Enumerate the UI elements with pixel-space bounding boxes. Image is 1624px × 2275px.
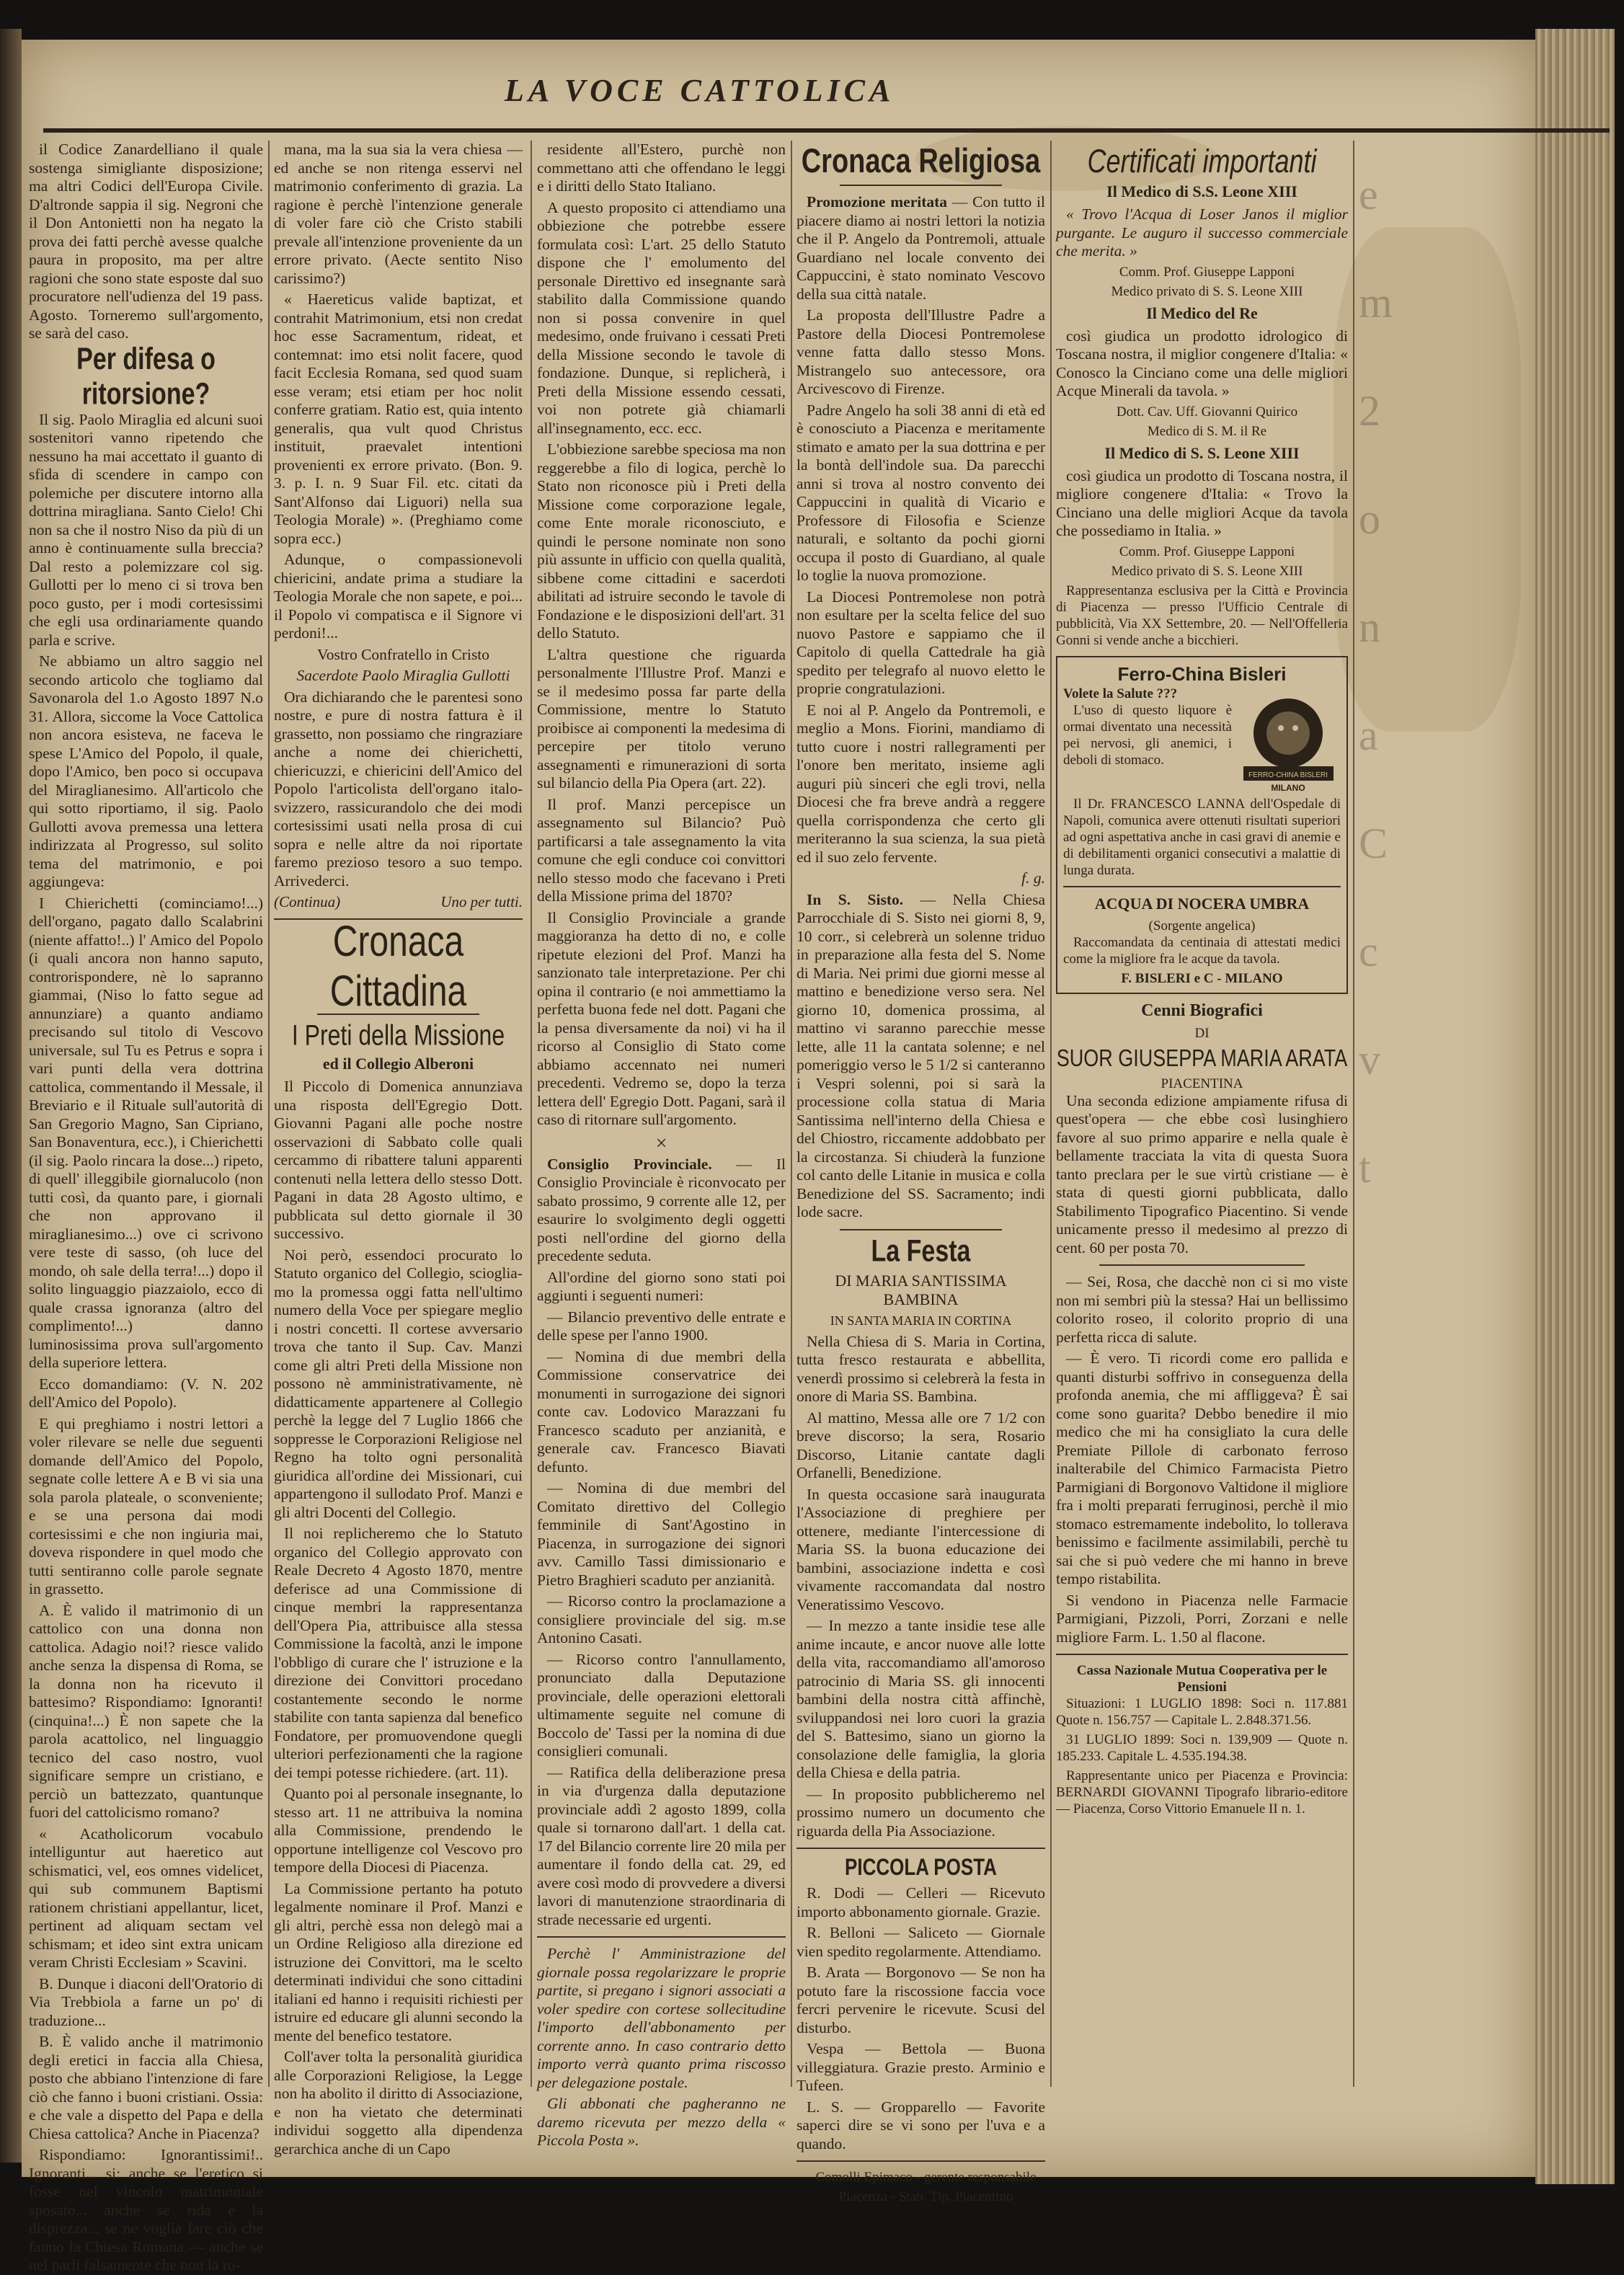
column-6-next-page-bleed [1359,141,1507,2087]
ad-subheading: Il Medico di S. S. Leone XIII [1104,443,1300,462]
column-rule [1353,141,1354,2087]
ad-text: « Trovo l'Acqua di Loser Janos il miglior purgante. Le auguro il successo commerciale che merita. » [1056,205,1348,260]
bleed-char: e [1359,171,1378,218]
logo-city-text: MILANO [1271,782,1305,793]
column-rule [531,141,532,2087]
ad-text: Si vendono in Piacenza nelle Farmacie Parmigiani, Pizzoli, Porri, Zorzani e nelle migliore Farm. L. 1.50 al flacone. [1056,1591,1348,1646]
author-initials: f. g. [1021,869,1045,887]
ad-signature: Dott. Cav. Uff. Giovanni Quirico [1116,404,1298,420]
article-text: La Commissione pertanto ha potuto legalmente nominare il Prof. Manzi e gli altri, perchè essa non delegò mai a un Ordine Religioso alla direzione ed istruzione dei Convittori, ma le scelto determinati individui che sono cittadini italiani ed hanno i requisiti richiesti per istruire ed educare gli alunni secondo la mente del benefico testatore. [274,1879,523,2044]
section-heading: Cronaca Cittadina [329,918,467,1016]
item-heading: Consiglio Provinciale. [547,1155,712,1173]
article-text: — Ricorso contro l'annullamento, pronunciato dalla Deputazione provinciale, delle operazioni elettorali ultimamente seguite nel comune di Boccolo de' Tassi per la nomina di due consiglieri comunali. [537,1650,786,1760]
lion-logo-icon [1236,688,1341,793]
article-subtitle: ed il Collegio Alberoni [322,1055,474,1073]
admin-notice: Gli abbonati che pagheranno ne daremo ricevuta per mezzo della « Piccola Posta ». [537,2095,786,2149]
article-text: Ne abbiamo un altro saggio nel secondo articolo che togliamo dal Savonarola del 1.o Agosto 1897 N.o 31. Allora, siccome la Voce Cattolica non ancora esisteva, ne faceva le spese L'Amico del Popolo, il quale, dopo l'Amico, ben poco si occupava del Miraglianesimo. All'articolo che qui sotto riportiamo, il sig. Paolo Gullotti avova premessa una lettera indirizzata al Progresso, sul solito tema del matrimonio, e poi aggiungeva: [29,652,263,890]
article-text: « Acatholicorum vocabulo intelliguntur aut haeretico aut schismatici, vel, eos omnes videlicet, qui sub communem Baptismi rationem christiani appellantur, licet, pertinent ad aliquam sectam vel schismam; et ideo sint extra unicam veram Christi Ecclesiam » Scavini. [29,1824,263,1971]
article-text: — In proposito pubblicheremo nel prossimo numero un documento che riguarda della Pia Associazione. [797,1785,1045,1840]
article-subtitle: DI MARIA SANTISSIMA BAMBINA [835,1271,1007,1308]
column-1 [29,141,263,2274]
bleed-char: a [1359,711,1378,759]
bio-name: SUOR GIUSEPPA MARIA ARATA [1056,1044,1348,1072]
imprint-editor: Comolli Epimaco - gerente responsabile [815,2170,1037,2185]
ad-subheading: Il Medico di S.S. Leone XIII [1106,182,1297,200]
bio-di: DI [1194,1025,1210,1041]
article-text: Il sig. Paolo Miraglia ed alcuni suoi sostenitori vanno ripetendo che nessuno ha mai accettato il guanto di sfida di scendere in campo con polemiche per discutere intorno alla dottrina miragliana. Santo Cielo! Chi non sa che il nostro Niso da più di un anno è continuamente sulla breccia? Dal resto a polemizzare col sig. Gullotti per lo meno ci si trova ben poco gusto, per i modi cortesissimi che egli usa ordinariamente quando parla e scrive. [29,410,263,649]
article-text: Ecco domandiamo: (V. N. 202 dell'Amico del Popolo). [29,1375,263,1411]
ad-slogan: Volete la Salute ??? [1063,686,1178,701]
section-heading: Per difesa o ritorsione? [76,341,216,411]
ad-signature-title: Medico privato di S. S. Leone XIII [1111,283,1303,299]
ad-title: Ferro-China Bisleri [1117,662,1287,685]
ad-text: Il Dr. FRANCESCO LANNA dell'Ospedale di Napoli, comunica avere ottenuti risultati superiori ad ogni aspettativa anche in casi gravi di anemie e di debilitamenti organici consecutivi a malattie di lunga durata. [1063,796,1341,878]
ad-text: così giudica un prodotto idrologico di Toscana nostra, il miglior congenere d'Italia: « Conosco la Cinciano come una delle migliori Acque Minerali da tavola. » [1056,327,1348,399]
divider [840,185,1002,186]
admin-notice: Perchè l' Amministrazione del giornale possa regolarizzare le proprie partite, si pregano i signori associati a voler spedire con cortese sollecitudine l'importo dell'abbonamento per corrente anno. In caso contrario detto importo verrà quanto prima riscosso per delegazione postale. [537,1945,786,2091]
article-text: L'altra questione che riguarda personalmente l'Illustre Prof. Manzi e se il medesimo possa far parte della Commissione, mentre lo Statuto proibisce ai componenti la medesima di percepire per titolo veruno assegnamenti e rimunerazioni di sorta sul bilancio della Pia Opera (art. 22). [537,645,786,791]
article-text: In questa occasione sarà inaugurata l'Associazione di preghiere per ottenere, mediante l'intercessione di Maria SS. la buona educazione dei bambini, associazione indetta e così vivamente raccomandata dal nostro Veneratissimo Vescovo. [797,1485,1045,1613]
ad-text: Situazioni: 1 LUGLIO 1898: Soci n. 117.881 Quote n. 156.757 — Capitale L. 2.848.371.56. [1056,1696,1348,1728]
book-page-edges [1535,29,1615,2184]
article-text: Noi però, essendoci procurato lo Statuto organico del Collegio, scioglia-mo la promessa oggi fatta nell'ultimo numero della Voce per spiegare meglio i nostri concetti. Il cortese avversario trova che tanto il Sup. Cav. Manzi come gli altri Preti della Missione non possono nè amministrativamente, nè didatticamente appartenere al Collegio perchè la legge del 7 Luglio 1866 che soppresse le Corporazioni Religiose nel Regno ha tolto ogni personalità giuridica all'ordine dei Missionari, cui appartengono il sullodato Prof. Manzi e gli altri Docenti del Collegio. [274,1246,523,1521]
signature: Sacerdote Paolo Miraglia Gullotti [296,667,510,684]
masthead-rule [43,128,1610,133]
ad-subheading: Il Medico del Re [1146,303,1258,322]
imprint-printer: Piacenza - Stab. Tip. Piacentino [838,2189,1013,2204]
article-text: I Chierichetti (cominciamo!...) dell'organo, pagato dallo Scalabrini (niente affatto!..) l' Amico del Popolo (i quali ancora non hanno saputo, controrispondere, nè lo sapranno giammai, (Niso lo fatto segue ad annunziare) a quanto andiamo precisando sul titolo di Vescovo universale, sul Tu es Petrus e sopra i vari punti della vera dottrina cattolica, commentando il Messale, il Breviario e il Rituale sull'autorità di San Gregorio Magno, San Cipriano, San Bonaventura, ecc.), i Chierichetti (il sig. Paolo rincara la dose...) ripeto, di quell' illeggibile giornalucolo (non tutti così, da quanto pare, i giornali che non approvano il miraglianesimo...) ove ci scrivono vere teste di sasso, (oh luce del mondo, oh sale della terra!...) dopo il solito linguaggio piazzaiolo, ecco di quale crassa ignoranza (altro del complimento!...) danno luminosissima prova sull'argomento della superiore lettera. [29,894,263,1371]
article-text: Al mattino, Messa alle ore 7 1/2 con breve discorso; la sera, Rosario Discorso, Litanie cantate dagli Orfanelli, Benedizione. [797,1409,1045,1481]
divider [537,1936,786,1938]
logo-banner-text: FERRO-CHINA BISLERI [1248,771,1328,779]
bleed-char: n [1359,603,1380,651]
ad-text: L'uso di questo liquore è ormai diventato una necessità pei nervosi, gli anemici, i deboli di stomaco. [1063,702,1232,768]
item-heading: In S. Sisto. [807,890,904,908]
column-4 [797,141,1045,2204]
article-text: E noi al P. Angelo da Pontremoli, e meglio a Mons. Fiorini, mandiamo di tutto cuore i nostri rallegramenti per l'onore ben meritato, insieme agli auguri più sinceri che egli trovi, nella Diocesi che fra breve andrà a reggere quella corrispondenza che certo gli meriteranno la sua scienza, la sua pietà ed il suo zelo fervente. [797,701,1045,866]
column-rule [268,141,270,2087]
column-3 [537,141,786,2149]
letters-item: Vespa — Bettola — Buona villeggiatura. Grazie presto. Arminio e Tufeen. [797,2040,1045,2094]
ad-representative: Rappresentanza esclusiva per la Città e Provincia di Piacenza — presso l'Ufficio Centrale di pubblicità, Via XX Settembre, 20. — Nell'Offelleria Gonni si vende anche a bicchieri. [1056,582,1348,648]
article-text: residente all'Estero, purchè non commettano atti che offendano le leggi e i diritti dello Stato Italiano. [537,141,786,195]
divider [1056,1654,1348,1655]
bio-place: PIACENTINA [1161,1076,1243,1091]
ad-text: — È vero. Ti ricordi come ero pallida e quanti disturbi soffrivo in conseguenza della profonda anemia, che mi affliggeva? È sai come sono guarita? Debbo benedire il mio medico che mi ha consigliato la cura delle Premiate Pillole di carbonato ferroso inalterabile del Chimico Farmacista Pietro Parmigiani di Borgonovo Valtidone il migliore fra i molti preparati ferruginosi, perchè il mio stomaco estremamente indebolito, lo tollerava benissimo e facilmente assimilabili, perchè tu sai che si può vedere che mi hanno in breve tempo ristabilita. [1056,1349,1348,1587]
letters-item: R. Dodi — Celleri — Ricevuto importo abbonamento giornale. Grazie. [797,1884,1045,1920]
bleed-char: v [1359,1036,1380,1083]
article-text: B. Dunque i diaconi dell'Oratorio di Via Trebbiola a farne un po' di traduzione... [29,1974,263,2029]
ad-text: Una seconda edizione ampiamente rifusa di quest'opera — che ebbe così lusinghiero favore al suo primo apparire e nella quale è bellamente tracciata la vita di questa Suora tanto preclara per le sue virtù cristiane — è stata di questi giorni pubblicata, dallo Stabilimento Tipografico Piacentino. Si vende unicamente presso il medesimo al prezzo di cent. 60 per posta 70. [1056,1091,1348,1256]
ferro-china-ad [1056,656,1348,994]
article-text: Padre Angelo ha soli 38 anni di età ed è conosciuto a Piacenza e meritamente stimato e amato per la sua dottrina e per la bontà dell'indole sua. Da parecchi anni si trova al nostro convento dei Cappuccini in qualità di Vicario e Professore di Filosofia e Scienze naturali, e soltanto da pochi giorni occupa il posto di Guardiano, al quale lo toglie la nuova promozione. [797,401,1045,584]
article-text: Adunque, o compassionevoli chiericini, andate prima a studiare la Teologia Morale che non sapete, e poi... il Popolo vi compatisca e il Signore vi perdoni!... [274,551,523,642]
bleed-char: t [1359,1144,1371,1192]
bleed-char: C [1359,820,1388,867]
bleed-char: m [1359,279,1393,327]
author-signature: Uno per tutti. [440,893,523,910]
article-text: Coll'aver tolta la personalità giuridica alle Corporazioni Religiose, la Legge non ha abolito il diritto di Associazione, e non ha vietato che determinati individui soggetto alla dipendenza gerarchica anche di un Capo [274,2048,523,2158]
section-heading: Cenni Biografici [1141,1001,1263,1020]
ad-signature: Comm. Prof. Giuseppe Lapponi [1119,544,1295,559]
divider [840,1229,1002,1230]
ad-text: 31 LUGLIO 1899: Soci n. 139,909 — Quote n. 185.233. Capitale L. 4.535.194.38. [1056,1732,1348,1764]
article-text: La Diocesi Pontremolese non potrà non esultare per la scelta felice del suo nuovo Pastore e sappiamo che il Capitolo di quella Cattedrale ha già spedito per telegrafo al nuovo eletto le proprie congratulazioni. [797,587,1045,697]
ad-text: — Sei, Rosa, che dacchè non ci si mo viste non mi sembri più la stessa? Hai un bellissimo colorito roseo, il colorito proprio di una perfetta ricca di salute. [1056,1273,1348,1346]
column-5-advertisements [1056,141,1348,2087]
divider [797,2160,1045,2162]
section-mark: × [655,1132,667,1155]
article-text: La proposta dell'Illustre Padre a Pastore della Diocesi Pontremolese venne fatta dallo stesso Mons. Mistrangelo suo antecessore, ora Arcivescovo di Firenze. [797,306,1045,397]
ad-title: ACQUA DI NOCERA UMBRA [1094,894,1310,913]
divider [1099,1264,1305,1266]
ad-signature: F. BISLERI e C - MILANO [1121,970,1283,986]
article-text: Rispondiamo: Ignorantissimi!.. Ignoranti... si: anche se l'eretico si fosse nel vincolo matrimoniale sposato... anche se rida e la disprezza... se ne voglia fare ciò che fanno la Chiesa Romana — anche se nel parli falsamente che non la ro- [29,2146,263,2274]
letters-item: L. S. — Gropparello — Favorite saperci dire se vi sono per l'uva e a quando. [797,2098,1045,2152]
bleed-char: o [1359,495,1380,543]
item-text: — Con tutto il piacere diamo ai nostri lettori la notizia che il P. Angelo da Pontremoli, attuale Guardiano nel locale convento dei Cappuccini, è stato nominato Vescovo della sua città natale. [797,193,1045,303]
article-title: La Festa [871,1233,971,1269]
article-text: E qui preghiamo i nostri lettori a voler rilevare se nelle due seguenti domande dell'Amico del Popolo, segnate colle lettere A e B vi sia una sola parola plateale, o sconveniente; e se una persona dai modi cortesissimi e che non ingiuria mai, doveva rispondere in quel modo che tutti sentiranno colle parole segnate in grassetto. [29,1414,263,1597]
article-text: Il Consiglio Provinciale a grande maggioranza ha detto di no, e colle ripetute elezioni del Prof. Manzi ha sanzionato tale interpretazione. Per chi opina il contrario (e noi ammettiamo la perfetta buona fede nel dott. Pagani che la pensa diversamente da noi) vi ha il ricorso al Consiglio di Stato come abbiamo accennato nei numeri precedenti. Vedremo se, dopo la terza lettera dell' Egregio Dott. Pagani, sarà il caso di ritornare sull'argomento. [537,908,786,1128]
article-subtitle: IN SANTA MARIA IN CORTINA [830,1313,1012,1328]
ad-text: così giudica un prodotto di Toscana nostra, il migliore congenere d'Italia: « Trovo la Cinciano una delle migliori Acque da tavola che possediamo in Italia. » [1056,466,1348,539]
divider [1063,886,1341,887]
bleed-char: 2 [1359,387,1380,435]
article-text: Nella Chiesa di S. Maria in Cortina, tutta fresco restaurata e abbellita, venerdì prossimo si celebrerà la festa in onore di Maria SS. Bambina. [797,1332,1045,1405]
ad-heading: Certificati importanti [1087,142,1317,179]
article-text: — Ratifica della deliberazione presa in via d'urgenza dalla deputazione provinciale addì 2 agosto 1899, colla quale si tornarono dall'art. 1 della cat. 17 del Bilancio corrente lire 20 mila per aumentare il fondo della cat. 29, ed avere così modo di provvedere a diversi lavori di manutenzione straordinaria di strade necessarie ed urgenti. [537,1763,786,1928]
article-title: I Preti della Missione [291,1019,505,1052]
ad-subtitle: (Sorgente angelica) [1148,918,1256,933]
article-text: Quanto poi al personale insegnante, lo stesso art. 11 ne attribuiva la nomina alla Commissione, prendendo le opportune intelligenze col Vescovo pro tempore della Diocesi di Piacenza. [274,1785,523,1876]
column-2 [274,141,523,2158]
article-text: Il noi replicheremo che lo Statuto organico del Collegio approvato con Reale Decreto 4 Agosto 1870, mentre deferisce ad una Commissione di cinque membri la rappresentanza dell'Opera Pia, attribuisce alla stessa Commissione la facoltà, anzi le impone l'obbligo di curare che l' istruzione e la direzione dei Convittori procedano costantemente secondo le norme stabilite con tanta sapienza dal benefico Fondatore, per promuovendone quegli ulteriori perfezionamenti che la ragione dei tempi potesse richiedere. (art. 11). [274,1525,523,1781]
article-text: — In mezzo a tante insidie tese alle anime incaute, e ancor nuove alle lotte della vita, raccomandiamo all'amoroso patrocinio di Maria SS. gli innocenti bambini della nostra città affinchè, sviluppandosi nei loro cuori la grazia del S. Battesimo, siano un giorno la consolazione delle famiglia, la gloria della Chiesa e della patria. [797,1617,1045,1781]
article-text: Il Piccolo di Domenica annunziava una risposta dell'Egregio Dott. Giovanni Pagani alle poche nostre osservazioni di Sabbato colle quali cercammo di ribattere taluni apparenti contenuti nella lettera dello stesso Dott. Pagani in data 28 Agosto ultimo, e pubblicata sul detto giornale il 30 successivo. [274,1078,523,1242]
book-binding-left [0,29,22,2163]
ad-text: Raccomandata da centinaia di attestati medici come la migliore fra le acque da tavola. [1063,934,1341,967]
ad-signature-title: Medico di S. M. il Re [1147,423,1267,439]
article-text: B. È valido anche il matrimonio degli eretici in faccia alla Chiesa, posto che abbiano l'intenzione di fare ciò che fanno i buoni cristiani. Ossia: e che vale a dispetto del Papa e della Chiesa cattolica? Anche in Piacenza? [29,2033,263,2142]
article-text: All'ordine del giorno sono stati poi aggiunti i seguenti numeri: [537,1268,786,1304]
ad-text: Rappresentante unico per Piacenza e Provincia: BERNARDI GIOVANNI Tipografo librario-editore — Piacenza, Corso Vittorio Emanuele II n. 1. [1056,1768,1348,1817]
divider [797,1848,1045,1849]
article-text: il Codice Zanardelliano il quale sostenga simigliante disposizione; ma altri Codici dell'Europa Civile. D'altronde sappia il sig. Negroni che il Don Antonietti non ha negato la prova dei fatti perchè avesse qualche paura in proposito, ma per altre ragioni che sono state esposte dal suo procuratore nell'udienza del 19 pass. Agosto. Torneremo sull'argomento, se sarà del caso. [29,141,263,342]
article-text [537,1156,786,1266]
ad-signature: Comm. Prof. Giuseppe Lapponi [1119,264,1295,280]
item-text: — Il Consiglio Provinciale è riconvocato per sabato prossimo, 9 corrente alle 12, per esaurire lo svolgimento degli oggetti posti nell'ordine del giorno della precedente seduta. [537,1155,786,1264]
item-heading: Promozione meritata [807,193,948,210]
column-rule [791,141,792,2087]
continued-label: (Continua) [274,893,341,910]
article-text: — Bilancio preventivo delle entrate e delle spese per l'anno 1900. [537,1308,786,1344]
article-text: — Nomina di due membri della Commissione conservatrice dei monumenti in surrogazione dei signori conte cav. Lodovico Marazzani fu Francesco scaduto per anzianità, e generale cav. Francesco Biavati defunto. [537,1347,786,1476]
masthead: LA VOCE CATTOLICA [505,73,895,108]
section-heading: PICCOLA POSTA [845,1853,997,1881]
article-text [797,891,1045,1222]
article-text [797,193,1045,303]
ad-signature-title: Medico privato di S. S. Leone XIII [1111,563,1303,579]
continued-line [274,893,523,911]
item-text: — Nella Chiesa Parrocchiale di S. Sisto nei giorni 8, 9, 10 corr., si celebrerà un solenne triduo in preparazione alla festa del S. Nome di Maria. Nei primi due giorni messe al mattino e benedizione verso sera. Nel giorno 10, domenica prossima, al mattino vi saranno parecchie messe lette, alle 11 la cantata solenne; e nel pomeriggio verso le 5 1/2 si canteranno i Vespri solenni, poi si sarà la processione colla statua di Maria Santissima nell'interno della Chiesa e del Chiostro, riccamente addobbato per la circostanza. Si chiuderà la funzione col canto delle Litanie in musica e colla Benedizione del SS. Sacramento; indi lode sacre. [797,890,1045,1220]
article-text: A questo proposito ci attendiamo una obbiezione che potrebbe essere formulata così: L'art. 25 dello Statuto dispone che l' emolumento del personale Direttivo ed insegnante sarà stabilito dalla Commissione quando non si possa convenire in quel medesimo, onde fruivano i cessati Preti della Missione secondo le tavole di fondazione. Dunque, si replicherà, i Preti della Missione essendo cessati, voi non potrete già chiamarli all'insegnamento, ecc. ecc. [537,198,786,437]
article-text: A. È valido il matrimonio di un cattolico con una donna non cattolica. Adagio noi!? riesce valido anche senza la dispensa di Roma, se la donna non ha ricevuto il battesimo? Rispondiamo: Ignoranti! (cinquina!...) È non sapete che la parola acattolico, nel linguaggio tecnico del caso nostro, vuol significare sempre un cristiano, e perciò un battezzato, quantunque fuori del cattolicismo romano? [29,1601,263,1821]
article-text: — Nomina di due membri del Comitato direttivo del Collegio femminile di Sant'Agostino in Piacenza, in surrogazione dei signori avv. Camillo Tassi dimissionario e Pietro Braghieri scaduto per anzianità. [537,1479,786,1589]
signature-intro: Vostro Confratello in Cristo [316,645,490,663]
section-heading: Cronaca Religiosa [801,142,1041,181]
ad-title: Cassa Nazionale Mutua Cooperativa per le Pensioni [1076,1663,1328,1695]
article-text: « Haereticus valide baptizat, et contrahit Matrimonium, etsi non credat hoc esse Sacramentum, rideat, et contemnat: imo etsi nolit facere, quod facit Ecclesia Romana, sed quod suam esse veram; etsi etiam per hoc nolit conferre gratiam. Ratio est, quia intento generalis, qua vult quod Christus instituit, praevalet intentioni provenienti ex errore privato. (Bon. 9. 3. p. I. n. 9 Suar Fil. etc. citati da Sant'Alfonso dai Liguori) nella sua Teologia Morale) ». (Preghiamo come sopra ecc.) [274,291,523,547]
letters-item: R. Belloni — Saliceto — Giornale vien spedito regolarmente. Attendiamo. [797,1924,1045,1960]
article-text: mana, ma la sua sia la vera chiesa — ed anche se non ritenga esservi nel matrimonio conferimento di grazia. La ragione è perchè l'intenzione generale di voler fare ciò che Cristo stabili prevale all'intenzione proveniente da un errore privato. (Aecte sentito Niso carissimo?) [274,141,523,287]
bleed-char: c [1359,928,1378,975]
column-rule [1050,141,1052,2087]
article-text: L'obbiezione sarebbe speciosa ma non reggerebbe a filo di logica, perchè lo Stato non riconosce più i Preti della Missione come corporazione legale, come Ente morale riconosciuto, e quindi le persone nominate non sono più assunte in ufficio con quella qualità, sibbene come cittadini e sacerdoti abilitati ad istruire secondo le tavole di Fondazione e le disposizioni dell'art. 31 dello Statuto. [537,440,786,642]
article-text: Ora dichiarando che le parentesi sono nostre, e pure di nostra fattura è il grassetto, non possiamo che ringraziare anche a nome dei chierichetti, chiericuzzi, e chiericini dell'Amico del Popolo l'articolista dell'organo italo-svizzero, rassicurandolo che dei modi cortesissimi usati nella prosa di cui sopra e nelle altre da noi riportate faremo prezioso tesoro a suo tempo. Arrivederci. [274,688,523,890]
article-text: — Ricorso contro la proclamazione a consigliere provinciale del sig. m.se Antonino Casati. [537,1592,786,1646]
article-text: Il prof. Manzi percepisce un assegnamento sul Bilancio? Può partificarsi a tale assegnamento la vita comune che egli conduce coi convittori nello stesso modo che facevano i Preti della Missione prima del 1870? [537,795,786,905]
letters-item: B. Arata — Borgonovo — Se non ha potuto fare la riscossione faccia voce fercri pervenire le ricevute. Scusi del disturbo. [797,1964,1045,2036]
